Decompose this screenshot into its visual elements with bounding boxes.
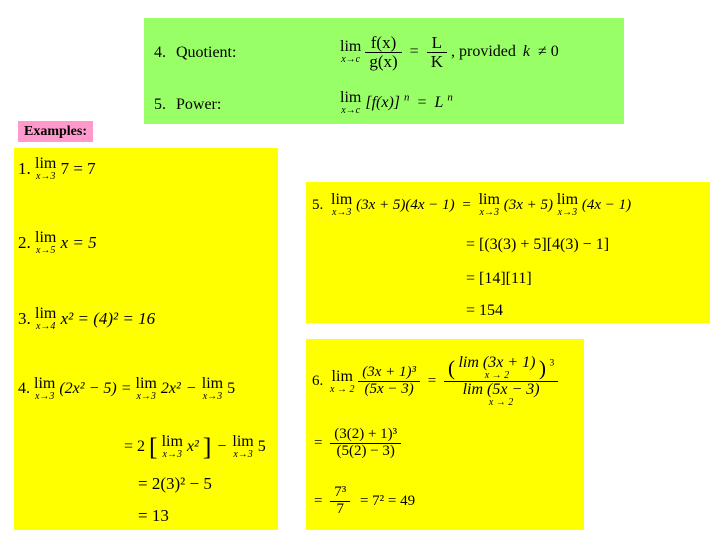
example-6-rden-lim-sub: x → 2 [488, 397, 514, 408]
example-4-lim-2-sub: x→3 [136, 391, 156, 402]
rule-4-number: 4. [154, 44, 166, 61]
example-6-panel [306, 339, 584, 530]
examples-badge: Examples: [18, 121, 93, 142]
example-3 [18, 306, 155, 332]
rule-4-lim-top: lim [340, 38, 362, 56]
example-4-bracket-close: ] [202, 432, 212, 461]
rule-5-lim [340, 90, 361, 116]
example-1-lim-sub: x→3 [35, 171, 56, 182]
example-4-lim-sub: x→3 [34, 391, 55, 402]
rule-5-body: [f(x)] [365, 94, 400, 111]
example-6-step-1 [314, 427, 401, 460]
example-6-right-denominator [444, 382, 558, 408]
example-6-lim-top: lim [331, 367, 353, 385]
example-3-lim [35, 306, 56, 332]
example-4-expression: (2x² − 5) = [59, 380, 132, 397]
example-6-fraction [358, 365, 420, 398]
example-6-step-2-fraction [330, 485, 350, 518]
example-5-right-expression-b: (4x − 1) [581, 196, 632, 213]
example-1-number: 1. [18, 159, 31, 178]
example-4-step-1-lim-sub: x→3 [162, 449, 182, 460]
rule-5-right: L [434, 94, 444, 111]
example-5-right-expression-a: (3x + 5) [503, 196, 553, 213]
example-3-number: 3. [18, 309, 31, 328]
example-6-rnum-lim-sub: x → 2 [484, 370, 510, 381]
example-4-minus: − [186, 380, 196, 397]
example-4-lim-3 [202, 376, 223, 402]
example-3-lim-sub: x→4 [35, 321, 56, 332]
example-5-lim-1-sub: x→3 [331, 207, 352, 218]
example-6-step-2-numerator: 7³ [330, 485, 350, 502]
example-3-lim-top: lim [35, 305, 57, 322]
example-6-denominator: (5x − 3) [364, 381, 414, 397]
rule-4-lim [340, 39, 361, 65]
example-4-lim-2-top: lim [135, 375, 157, 392]
example-2-lim-sub: x→5 [35, 245, 56, 256]
limit-rules-panel [144, 18, 624, 124]
example-4-step-1 [124, 432, 266, 462]
example-6-lim [330, 369, 354, 395]
example-6-step-2-tail: = 7² = 49 [359, 492, 416, 509]
example-6-step-2 [314, 485, 415, 518]
rule-5-formula [340, 90, 453, 116]
example-5-step-1: = [(3(3) + 5][4(3) − 1] [466, 236, 610, 253]
example-6-numerator: (3x + 1)³ [358, 365, 420, 382]
example-6-step-1-numerator: (3(2) + 1)³ [330, 427, 401, 444]
example-5-panel [306, 182, 710, 323]
example-5-step-2: = [14][11] [466, 270, 532, 287]
example-4-step-1-tail: 5 [257, 438, 266, 455]
example-5-lim-1 [331, 192, 352, 218]
rule-4-numerator: f(x) [365, 34, 401, 53]
example-4-step-1-prefix: = 2 [124, 438, 146, 455]
example-2-lim-top: lim [35, 229, 57, 246]
example-4-step-3: = 13 [138, 506, 169, 525]
example-6-step-1-fraction [330, 427, 401, 460]
rule-5-right-exponent: n [447, 91, 453, 104]
rule-4-equals: = [409, 43, 419, 61]
example-5-equals: = [462, 196, 471, 213]
example-5-left-expression: (3x + 5)(4x − 1) [356, 196, 455, 213]
examples-badge-wrap [18, 122, 93, 140]
rule-4-fraction [365, 34, 401, 71]
rule-4-lim-sub: x→c [341, 54, 361, 66]
rule-5-lim-top: lim [340, 89, 362, 106]
example-4-step-1-lim [162, 434, 183, 460]
example-6-rnum-exponent: 3 [549, 358, 555, 369]
example-4-step-1-lim-top: lim [161, 433, 183, 450]
example-6-line-1 [312, 355, 558, 408]
example-4-lim-3-sub: x→3 [202, 391, 223, 402]
example-4-lim [34, 376, 55, 402]
example-2-lim [35, 230, 56, 256]
example-4-number: 4. [18, 380, 30, 397]
example-6-rnum-lim [458, 355, 535, 381]
example-5-lim-3-top: lim [556, 191, 579, 208]
example-6-step-1-denominator: (5(2) − 3) [336, 442, 395, 459]
rule-4-denominator: g(x) [369, 51, 398, 71]
example-1-expression: 7 = 7 [60, 159, 96, 178]
example-6-lim-sub: x → 2 [330, 383, 355, 395]
rule-4-tail: , provided [450, 43, 516, 61]
rule-4-tail-end: ≠ 0 [537, 43, 559, 61]
rule-4-right-numerator: L [427, 34, 447, 53]
example-6-step-2-denominator: 7 [336, 500, 344, 517]
rule-4-formula [340, 34, 559, 71]
rule-5-lim-sub: x→c [341, 105, 361, 116]
example-5-step-3: = 154 [466, 302, 504, 319]
example-6-rnum-lim-top: lim (3x + 1) [458, 354, 536, 371]
example-4-step-1-lim-2 [232, 434, 253, 460]
example-6-rden-lim-top: lim (5x − 3) [462, 381, 540, 398]
example-5-lim-2 [479, 192, 500, 218]
example-5-lim-2-top: lim [478, 191, 500, 208]
example-4-term-a: 2x² [160, 380, 181, 397]
example-4-lim-top: lim [34, 375, 56, 392]
example-4 [18, 376, 235, 402]
example-5-lim-2-sub: x→3 [479, 207, 499, 218]
example-6-number: 6. [312, 373, 324, 389]
example-6-paren-open: ( [447, 355, 455, 380]
example-6-step-1-equals: = [314, 434, 323, 451]
example-6-right-fraction [444, 355, 558, 408]
rule-4-tail-variable: k [522, 43, 530, 61]
rule-4-right-fraction [427, 34, 447, 71]
rule-4-right-denominator: K [430, 51, 443, 71]
example-1 [18, 156, 96, 182]
example-2 [18, 230, 97, 256]
example-4-step-1-lim-2-sub: x→3 [233, 449, 253, 460]
example-6-right-numerator [444, 355, 558, 382]
left-examples-panel [14, 148, 278, 530]
rule-5-label: Power: [176, 96, 222, 113]
example-4-term-b: 5 [227, 380, 236, 397]
rule-5-equals: = [417, 94, 427, 111]
rule-4-label: Quotient: [176, 44, 237, 61]
example-6-step-2-equals: = [314, 492, 323, 509]
rule-5-number: 5. [154, 96, 166, 113]
example-2-number: 2. [18, 233, 31, 252]
example-2-expression: x = 5 [60, 233, 97, 252]
example-4-step-2: = 2(3)² − 5 [138, 474, 212, 493]
example-1-lim [35, 156, 56, 182]
example-4-step-1-minus: − [217, 438, 227, 455]
example-5-number: 5. [312, 196, 324, 213]
example-3-expression: x² = (4)² = 16 [60, 309, 156, 328]
example-1-lim-top: lim [35, 155, 57, 172]
example-4-bracket-open: [ [149, 432, 158, 461]
example-5-line-1 [312, 192, 631, 218]
example-5-lim-3-sub: x→3 [557, 207, 578, 218]
example-4-step-1-lim-2-top: lim [232, 433, 254, 450]
example-6-paren-close: ) [538, 355, 546, 380]
example-4-step-1-body: x² [186, 438, 199, 455]
rule-5-exponent: n [404, 91, 410, 104]
example-6-equals: = [427, 373, 437, 389]
example-4-lim-3-top: lim [201, 375, 224, 392]
example-4-lim-2 [136, 376, 157, 402]
example-5-lim-3 [557, 192, 578, 218]
example-6-rden-lim [463, 382, 540, 408]
example-5-lim-1-top: lim [331, 191, 353, 208]
